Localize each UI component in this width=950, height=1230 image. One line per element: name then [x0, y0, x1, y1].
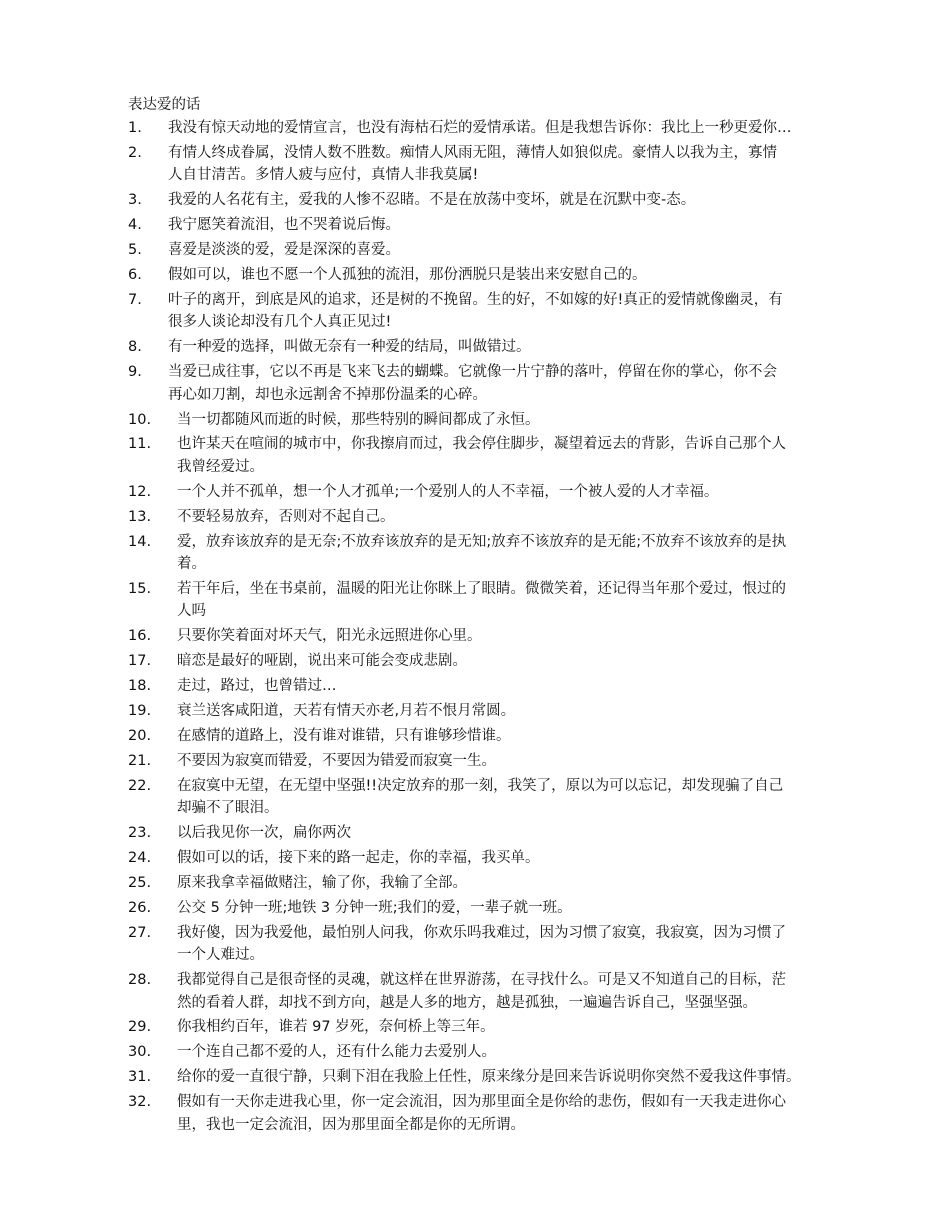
list-item — [128, 578, 868, 623]
list-item — [128, 625, 868, 648]
list-item-text-line: 然的看着人群，却找不到方向，越是人多的地方，越是孤独，一遍遍告诉自己，坚强坚强。 — [177, 994, 757, 1011]
list-item-text-line: 再心如刀割，却也永远割舍不掉那份温柔的心碎。 — [168, 386, 487, 403]
list-item-number: 24. — [128, 849, 152, 866]
list-item-number: 32. — [128, 1094, 152, 1111]
list-item-text-line: 人吗 — [177, 603, 206, 620]
list-item — [128, 750, 868, 773]
list-item-text-line: 当爱已成往事，它以不再是飞来飞去的蝴蝶。它就像一片宁静的落叶，停留在你的掌心，你不会 — [168, 364, 777, 381]
list-item-number: 26. — [128, 899, 152, 916]
list-item-text-line: 很多人谈论却没有几个人真正见过! — [168, 314, 392, 331]
list-item-number: 27. — [128, 924, 152, 941]
list-item — [128, 481, 868, 504]
list-item — [128, 189, 868, 212]
list-item — [128, 922, 868, 967]
list-item-text-line: 我好傻，因为我爱他，最怕别人问我，你欢乐吗我难过，因为习惯了寂寞，我寂寞，因为习惯了 — [177, 924, 786, 941]
list-item-text-line: 着。 — [177, 556, 206, 573]
list-item-number: 12. — [128, 483, 152, 500]
list-item-number: 11. — [128, 436, 152, 453]
list-item-number: 18. — [128, 678, 152, 695]
list-item — [128, 969, 868, 1014]
list-item-text-line: 喜爱是淡淡的爱，爱是深深的喜爱。 — [168, 242, 400, 259]
list-item-text-line: 有一种爱的选择，叫做无奈有一种爱的结局，叫做错过。 — [168, 339, 531, 356]
list-item-text-line: 当一切都随风而逝的时候，那些特别的瞬间都成了永恒。 — [177, 411, 540, 428]
list-item-text-line: 衰兰送客咸阳道，天若有情天亦老,月若不恨月常圆。 — [177, 703, 516, 720]
document-title: 表达爱的话 — [128, 97, 201, 113]
list-item-text-line: 却骗不了眼泪。 — [177, 800, 279, 817]
list-item-number: 7. — [128, 291, 142, 308]
list-item — [128, 1091, 868, 1136]
list-item-text-line: 人自甘清苦。多情人疲与应付，真情人非我莫属! — [168, 167, 479, 184]
list-item-text-line: 我宁愿笑着流泪，也不哭着说后悔。 — [168, 217, 400, 234]
list-item-text-line: 我都觉得自己是很奇怪的灵魂，就这样在世界游荡，在寻找什么。可是又不知道自己的目标，茫 — [177, 972, 786, 989]
list-item-text-line: 你我相约百年，谁若 97 岁死，奈何桥上等三年。 — [177, 1019, 495, 1036]
list-item-text-line: 公交 5 分钟一班;地铁 3 分钟一班;我们的爱，一辈子就一班。 — [177, 899, 572, 916]
list-item-text-line: 里，我也一定会流泪，因为那里面全都是你的无所谓。 — [177, 1116, 525, 1133]
list-item-text-line: 以后我见你一次，扁你两次 — [177, 825, 351, 842]
list-item — [128, 675, 868, 698]
list-item-number: 2. — [128, 144, 142, 161]
list-item-text-line: 一个人难过。 — [177, 947, 264, 964]
list-item-number: 28. — [128, 972, 152, 989]
list-item-number: 4. — [128, 217, 142, 234]
list-item-text-line: 不要因为寂寞而错爱，不要因为错爱而寂寞一生。 — [177, 752, 496, 769]
list-item-text-line: 假如可以的话，接下来的路一起走，你的幸福，我买单。 — [177, 849, 540, 866]
list-item-number: 30. — [128, 1044, 152, 1061]
list-item-number: 13. — [128, 508, 152, 525]
list-item — [128, 214, 868, 237]
list-item — [128, 700, 868, 723]
list-item — [128, 506, 868, 529]
list-item-number: 5. — [128, 242, 142, 259]
list-item — [128, 531, 868, 576]
list-item-number: 1. — [128, 120, 142, 136]
list-item-text-line: 若干年后，坐在书桌前，温暖的阳光让你眯上了眼睛。微微笑着，还记得当年那个爱过，恨过的 — [177, 580, 786, 597]
list-item-text-line: 只要你笑着面对坏天气，阳光永远照进你心里。 — [177, 628, 482, 645]
list-item-text-line: 在寂寞中无望，在无望中坚强!!决定放弃的那一刻，我笑了，原以为可以忘记，却发现骗了自己 — [177, 777, 784, 794]
list-item-number: 22. — [128, 777, 152, 794]
list-item-text-line: 也许某天在喧闹的城市中，你我擦肩而过，我会停住脚步，凝望着远去的背影，告诉自己那个人 — [177, 436, 786, 453]
list-item-number: 8. — [128, 339, 142, 356]
list-item-text-line: 我没有惊天动地的爱情宣言，也没有海枯石烂的爱情承诺。但是我想告诉你：我比上一秒更爱你… — [168, 120, 792, 136]
list-item — [128, 822, 868, 845]
list-item-text-line: 走过，路过，也曾错过… — [177, 678, 337, 695]
list-item-number: 31. — [128, 1069, 152, 1086]
list-item-text-line: 在感情的道路上，没有谁对谁错，只有谁够珍惜谁。 — [177, 727, 511, 744]
list-item-text-line: 我曾经爱过。 — [177, 458, 264, 475]
list-item — [128, 847, 868, 870]
list-item — [128, 1066, 868, 1089]
list-item — [128, 336, 868, 359]
list-item — [128, 264, 868, 287]
list-item-number: 25. — [128, 874, 152, 891]
list-item — [128, 409, 868, 432]
list-item — [128, 775, 868, 820]
list-item-number: 29. — [128, 1019, 152, 1036]
list-item — [128, 289, 868, 334]
list-item-text-line: 不要轻易放弃，否则对不起自己。 — [177, 508, 395, 525]
list-item-number: 6. — [128, 266, 142, 283]
list-item-number: 17. — [128, 653, 152, 670]
list-item-number: 9. — [128, 364, 142, 381]
list-item-text-line: 一个人并不孤单，想一个人才孤单;一个爱别人的人不幸福，一个被人爱的人才幸福。 — [177, 483, 719, 500]
list-item-number: 19. — [128, 703, 152, 720]
list-item-text-line: 有情人终成眷属，没情人数不胜数。痴情人风雨无阻，薄情人如狼似虎。豪情人以我为主，寡情 — [168, 144, 777, 161]
list-item-number: 15. — [128, 580, 152, 597]
list-item — [128, 872, 868, 895]
list-item — [128, 650, 868, 673]
list-item — [128, 897, 868, 920]
list-item-text-line: 假如有一天你走进我心里，你一定会流泪，因为那里面全是你给的悲伤，假如有一天我走进你心 — [177, 1094, 786, 1111]
list-item-text-line: 我爱的人名花有主，爱我的人惨不忍睹。不是在放荡中变坏，就是在沉默中变-态。 — [168, 192, 696, 209]
list-item — [128, 725, 868, 748]
list-item-number: 14. — [128, 533, 152, 550]
list-item-text-line: 给你的爱一直很宁静，只剩下泪在我脸上任性，原来缘分是回来告诉说明你突然不爱我这件事情。 — [177, 1069, 801, 1086]
list-item-text-line: 爱，放弃该放弃的是无奈;不放弃该放弃的是无知;放弃不该放弃的是无能;不放弃不该放弃的是执 — [177, 533, 787, 550]
list-item-number: 23. — [128, 825, 152, 842]
list-item-text-line: 叶子的离开，到底是风的追求，还是树的不挽留。生的好，不如嫁的好!真正的爱情就像幽灵，有 — [168, 291, 783, 308]
list-item — [128, 1041, 868, 1064]
list-item-number: 21. — [128, 752, 152, 769]
quote-list — [128, 117, 868, 1139]
list-item — [128, 1016, 868, 1039]
list-item — [128, 361, 868, 406]
list-item — [128, 142, 868, 187]
list-item-text-line: 原来我拿幸福做赌注，输了你，我输了全部。 — [177, 874, 467, 891]
list-item — [128, 239, 868, 262]
list-item-number: 16. — [128, 628, 152, 645]
list-item-text-line: 暗恋是最好的哑剧，说出来可能会变成悲剧。 — [177, 653, 467, 670]
list-item — [128, 433, 868, 478]
list-item — [128, 117, 868, 140]
list-item-number: 3. — [128, 192, 142, 209]
list-item-number: 10. — [128, 411, 152, 428]
list-item-number: 20. — [128, 727, 152, 744]
list-item-text-line: 假如可以，谁也不愿一个人孤独的流泪，那份洒脱只是装出来安慰自己的。 — [168, 266, 647, 283]
list-item-text-line: 一个连自己都不爱的人，还有什么能力去爱别人。 — [177, 1044, 496, 1061]
